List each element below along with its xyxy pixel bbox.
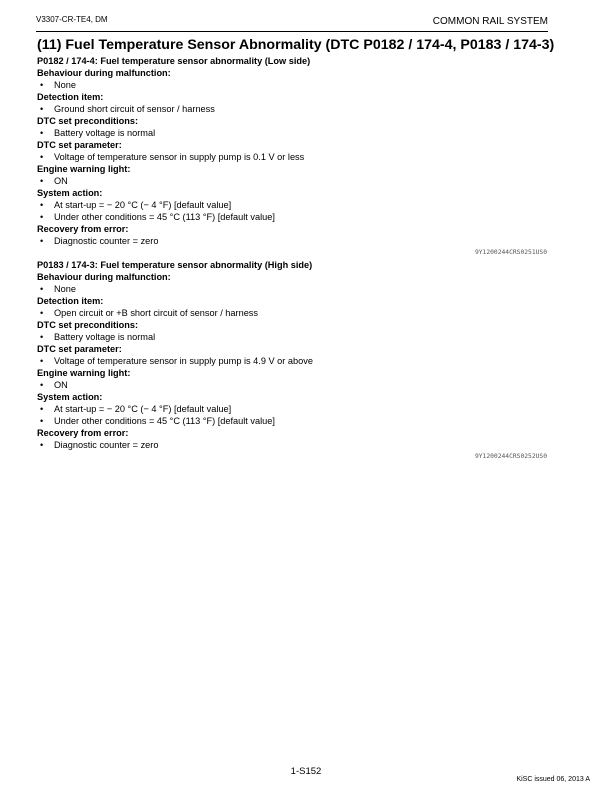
preconditions-item: • Battery voltage is normal (37, 127, 549, 139)
behaviour-label: Behaviour during malfunction: (37, 272, 171, 282)
section-code: 9Y1200244CRS0251US0 (474, 249, 547, 256)
warning-label: Engine warning light: (37, 368, 131, 378)
system-item: • At start-up = − 20 °C (− 4 °F) [default value] (37, 199, 549, 211)
warning-item: • ON (37, 175, 549, 187)
system-label: System action: (37, 392, 103, 402)
parameter-item: • Voltage of temperature sensor in supply pump is 0.1 V or less (37, 151, 549, 163)
parameter-label: DTC set parameter: (37, 140, 122, 150)
section-code: 9Y1200244CRS0252US0 (474, 453, 547, 460)
system-item: • At start-up = − 20 °C (− 4 °F) [default value] (37, 403, 549, 415)
warning-label: Engine warning light: (37, 164, 131, 174)
behaviour-item: • None (37, 79, 549, 91)
system-label: System action: (37, 188, 103, 198)
section-subtitle: P0183 / 174-3: Fuel temperature sensor abnormality (High side) (37, 260, 313, 270)
detection-item: • Ground short circuit of sensor / harness (37, 103, 549, 115)
preconditions-label: DTC set preconditions: (37, 116, 139, 126)
recovery-label: Recovery from error: (37, 428, 129, 438)
page-content (37, 36, 555, 463)
issued-note: KiSC issued 06, 2013 A (516, 776, 590, 783)
detection-label: Detection item: (37, 92, 104, 102)
preconditions-item: • Battery voltage is normal (37, 331, 549, 343)
header-rule (36, 31, 548, 32)
page-number: 1-S152 (290, 766, 322, 777)
preconditions-label: DTC set preconditions: (37, 320, 139, 330)
behaviour-label: Behaviour during malfunction: (37, 68, 171, 78)
page-title: (11) Fuel Temperature Sensor Abnormality (DTC P0182 / 174-4, P0183 / 174-3) (37, 37, 555, 53)
parameter-item: • Voltage of temperature sensor in supply pump is 4.9 V or above (37, 355, 549, 367)
recovery-label: Recovery from error: (37, 224, 129, 234)
detection-label: Detection item: (37, 296, 104, 306)
recovery-item: • Diagnostic counter = zero (37, 235, 549, 247)
header-section: COMMON RAIL SYSTEM (432, 16, 548, 27)
header-model: V3307-CR-TE4, DM (36, 15, 108, 24)
section-subtitle: P0182 / 174-4: Fuel temperature sensor abnormality (Low side) (37, 56, 311, 66)
detection-item: • Open circuit or +B short circuit of sensor / harness (37, 307, 549, 319)
behaviour-item: • None (37, 283, 549, 295)
recovery-item: • Diagnostic counter = zero (37, 439, 549, 451)
warning-item: • ON (37, 379, 549, 391)
dtc-section-low (37, 55, 549, 259)
dtc-section-high (37, 259, 549, 463)
system-item: • Under other conditions = 45 °C (113 °F) [default value] (37, 415, 549, 427)
parameter-label: DTC set parameter: (37, 344, 122, 354)
system-item: • Under other conditions = 45 °C (113 °F) [default value] (37, 211, 549, 223)
